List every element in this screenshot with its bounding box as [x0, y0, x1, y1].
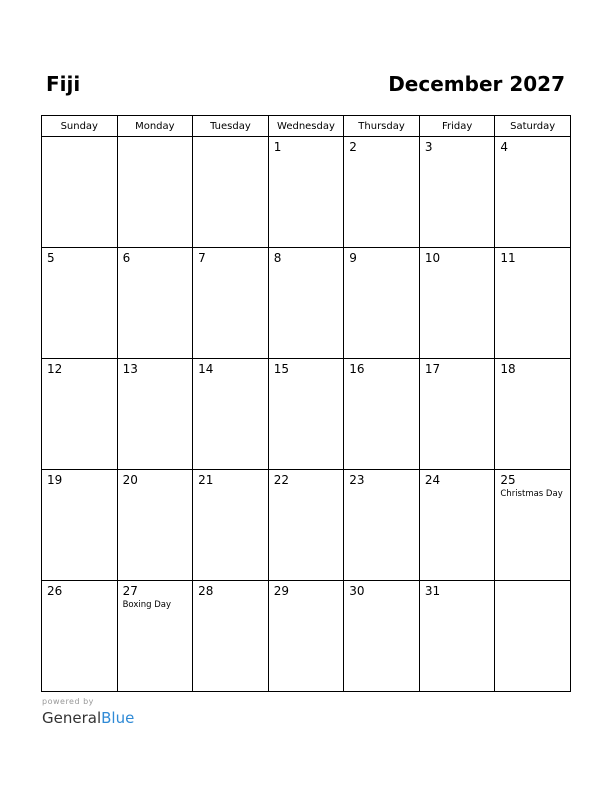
week-row: [42, 248, 571, 359]
day-number: 6: [122, 251, 131, 265]
holiday-label: [193, 487, 268, 488]
day-number: 11: [500, 251, 516, 265]
day-cell: [117, 470, 193, 581]
holiday-label: [269, 154, 344, 155]
holiday-label: [495, 154, 570, 155]
holiday-label: [269, 487, 344, 488]
holiday-label: [344, 265, 419, 266]
holiday-label: [344, 598, 419, 599]
day-number: 26: [47, 584, 63, 598]
day-cell: [419, 470, 495, 581]
day-cell: [495, 137, 571, 248]
day-number: 2: [349, 140, 357, 154]
day-number: 9: [349, 251, 357, 265]
day-number: 12: [47, 362, 63, 376]
weekday-header: Monday: [117, 116, 193, 137]
day-number: 5: [47, 251, 55, 265]
holiday-label: Christmas Day: [500, 489, 563, 499]
holiday-label: [495, 584, 570, 585]
day-number: 31: [424, 584, 441, 598]
day-cell: [193, 248, 269, 359]
holiday-label: [193, 376, 268, 377]
day-cell: [42, 581, 118, 692]
holiday-label: [269, 265, 344, 266]
day-cell: [117, 359, 193, 470]
day-cell: [344, 359, 420, 470]
day-number: 23: [349, 473, 365, 487]
holiday-label: [269, 598, 344, 599]
weekday-header: Saturday: [495, 116, 571, 137]
holiday-label: [420, 376, 495, 377]
day-number: 30: [349, 584, 365, 598]
day-cell: [495, 581, 571, 692]
holiday-label: [420, 154, 495, 155]
day-number: 22: [273, 473, 289, 487]
day-number: 3: [424, 140, 433, 154]
day-cell: [495, 248, 571, 359]
weekday-header: Tuesday: [193, 116, 269, 137]
day-number: 18: [500, 362, 516, 376]
brand-blue-text: Blue: [101, 709, 135, 727]
day-number: 29: [273, 584, 289, 598]
day-cell: [344, 581, 420, 692]
day-cell: [42, 248, 118, 359]
holiday-label: [42, 376, 117, 377]
calendar-month-title: December 2027: [388, 72, 565, 96]
day-cell: [117, 581, 193, 692]
day-cell: [42, 470, 118, 581]
day-cell: [344, 470, 420, 581]
holiday-label: [118, 265, 193, 266]
day-number: 8: [273, 251, 282, 265]
day-cell: [268, 359, 344, 470]
day-cell: [117, 248, 193, 359]
week-row: [42, 470, 571, 581]
day-cell: [419, 137, 495, 248]
day-cell: [344, 137, 420, 248]
week-row: [42, 581, 571, 692]
day-number: 15: [273, 362, 289, 376]
day-number: 27: [122, 584, 138, 598]
holiday-label: [193, 598, 268, 599]
day-cell: [344, 248, 420, 359]
day-number: 14: [198, 362, 214, 376]
holiday-label: [193, 140, 268, 141]
holiday-label: [420, 598, 495, 599]
day-number: 25: [500, 473, 516, 487]
weekday-header: Thursday: [344, 116, 420, 137]
day-cell: [495, 470, 571, 581]
day-number: 4: [500, 140, 509, 154]
holiday-label: Boxing Day: [122, 600, 171, 610]
day-number: 1: [273, 140, 282, 154]
day-cell: [193, 359, 269, 470]
day-cell: [42, 137, 118, 248]
holiday-label: [118, 140, 193, 141]
day-number: 16: [349, 362, 365, 376]
holiday-label: [193, 265, 268, 266]
holiday-label: [269, 376, 344, 377]
day-number: 10: [424, 251, 441, 265]
footer-branding: [42, 697, 134, 728]
day-cell: [419, 248, 495, 359]
weekday-header-row: [42, 116, 571, 137]
holiday-label: [344, 154, 419, 155]
day-number: 19: [47, 473, 63, 487]
day-number: 7: [198, 251, 206, 265]
calendar-grid: [41, 115, 571, 692]
holiday-label: [344, 487, 419, 488]
holiday-label: [118, 487, 193, 488]
holiday-label: [344, 376, 419, 377]
day-cell: [419, 581, 495, 692]
weekday-header: Sunday: [42, 116, 118, 137]
brand-general-text: General: [42, 709, 102, 727]
day-cell: [495, 359, 571, 470]
holiday-label: [495, 376, 570, 377]
day-number: 21: [198, 473, 214, 487]
calendar-country-title: Fiji: [46, 72, 81, 96]
holiday-label: [495, 265, 570, 266]
holiday-label: [42, 487, 117, 488]
day-cell: [268, 470, 344, 581]
generalblue-logo-link[interactable]: [42, 708, 134, 728]
weekday-header: Wednesday: [268, 116, 344, 137]
day-cell: [268, 137, 344, 248]
day-number: 13: [122, 362, 138, 376]
weekday-header: Friday: [419, 116, 495, 137]
day-number: 17: [424, 362, 441, 376]
day-cell: [419, 359, 495, 470]
day-cell: [193, 581, 269, 692]
day-cell: [268, 581, 344, 692]
holiday-label: [42, 140, 117, 141]
day-number: 20: [122, 473, 138, 487]
day-cell: [268, 248, 344, 359]
day-cell: [193, 137, 269, 248]
day-cell: [42, 359, 118, 470]
holiday-label: [118, 376, 193, 377]
holiday-label: [42, 265, 117, 266]
week-row: [42, 359, 571, 470]
day-cell: [193, 470, 269, 581]
powered-by-text: powered by: [42, 697, 94, 706]
holiday-label: [42, 598, 117, 599]
week-row: [42, 137, 571, 248]
holiday-label: [420, 265, 495, 266]
day-number: 24: [424, 473, 441, 487]
holiday-label: [420, 487, 495, 488]
day-cell: [117, 137, 193, 248]
day-number: 28: [198, 584, 214, 598]
